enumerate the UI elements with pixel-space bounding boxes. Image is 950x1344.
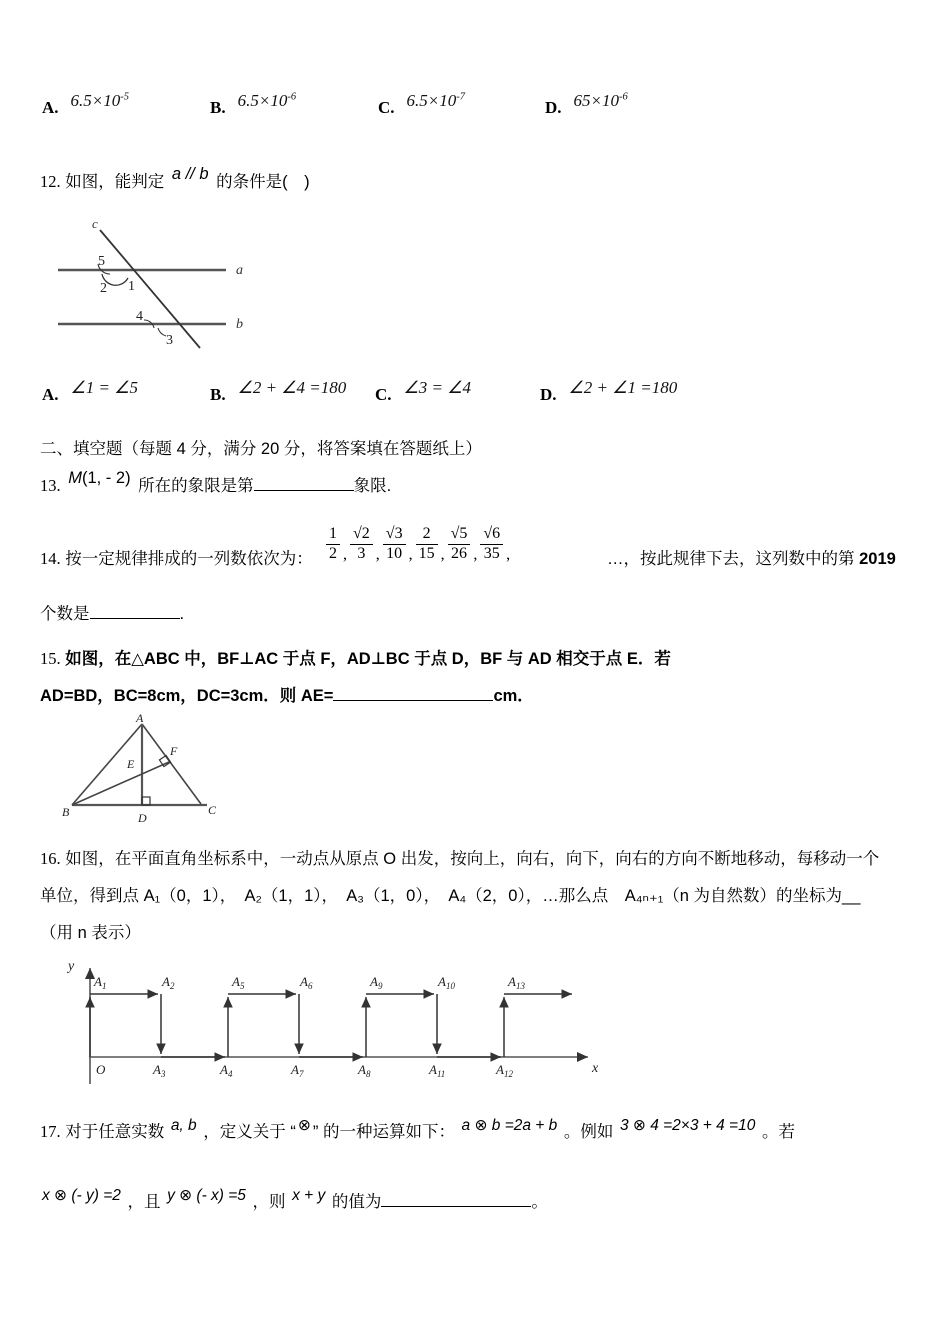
q16-staircase-diagram [40,952,610,1097]
question-13-text-tail: 象限. [353,477,392,495]
question-14-line2-tail: . [179,605,185,623]
q11-option-b-value: $6.5\times 10^{-6}$ [237,91,297,110]
question-17-text-5: 。若 [761,1123,795,1141]
q11-option-a[interactable] [42,91,130,118]
point-label-A2: $A_2$ [162,974,175,991]
q12-option-d[interactable] [540,378,678,405]
question-16-line3-text: （用 n 表示） [40,924,141,942]
question-14-line1 [40,545,340,574]
point-label-A10: $A_{10}$ [438,974,455,991]
question-17-example: 3 ⊗ 4 =2×3 + 4 =10 [619,1117,756,1134]
right-angle-D [142,797,150,805]
q12-parallel-lines-diagram [40,212,290,362]
angle-label-2: 2 [100,281,107,296]
angle-label-3: 3 [166,333,173,348]
label-c: c [92,216,98,231]
q11-option-a-letter: A. [42,98,59,117]
question-15-line1 [40,645,870,674]
question-13-text: 所在的象限是第 [138,477,254,495]
q11-option-d-value: $65\times 10^{-6}$ [573,91,628,110]
question-14-index: 2019 [859,550,896,568]
point-label-A12: $A_{12}$ [496,1062,513,1079]
question-15-line2 [40,682,870,711]
x-axis-label: x [592,1061,599,1076]
question-12-formula: a // b [171,165,209,183]
q15-triangle-diagram [62,712,312,832]
point-label-A5: $A_5$ [232,974,245,991]
question-15-line2-after: cm． [493,687,534,705]
label-C: C [208,803,217,817]
question-17-text-4: 。例如 [563,1123,614,1141]
question-16-line3 [40,919,440,948]
q12-option-b[interactable] [210,378,347,405]
q11-option-c[interactable] [378,91,466,118]
angle-label-5: 5 [98,254,105,269]
sequence-term-5: $\frac{√5}{26}$ [448,526,471,563]
question-17-line2 [40,1188,930,1217]
point-label-A13: $A_{13}$ [508,974,525,991]
question-13 [40,469,840,501]
y-axis-label: y [68,959,75,974]
question-17-text-9: 。 [531,1193,548,1211]
question-13-answer-blank[interactable] [254,475,354,492]
question-17-equation-1: x ⊗ (- y) =2 [42,1187,121,1204]
question-17-equation-2: y ⊗ (- x) =5 [167,1187,246,1204]
q12-option-d-letter: D. [540,385,557,404]
question-14-text-before: 按一定规律排成的一列数依次为： [65,550,313,568]
label-D: D [138,811,147,825]
q12-option-a-value: ∠1 = ∠5 [70,378,138,397]
angle-label-1: 1 [128,279,135,294]
point-label-A8: $A_8$ [358,1062,371,1079]
question-17-text-1: 对于任意实数 [65,1123,165,1141]
question-17-text-6: ，且 [127,1193,161,1211]
question-16-line2-text: 单位，得到点 A₁（0，1）， A₂（1，1）， A₃（1，0）， A₄（2，0），…那么点 A₄ₙ₊₁（n 为自然数）的坐标为__ [40,887,861,905]
question-15-line1-text: 如图，在△ABC 中，BF⊥AC 于点 F，AD⊥BC 于点 D，BF 与 AD 相交于点 E．若 [65,650,671,668]
question-14-text-after: 按此规律下去，这列数中的第 [640,550,855,568]
origin-label: O [96,1062,106,1077]
question-14-sequence: $\frac{1}{2}$ , $\frac{√2}{3}$ , $\frac{√3}{10}$ , $\frac{2}{15}$ , $\frac{√5}{26}$ , $\frac{√6}{35}$ , [325,528,512,565]
point-label-A4: $A_4$ [220,1062,233,1079]
q11-option-d-letter: D. [545,98,562,117]
question-13-number: 13. [40,476,61,495]
q12-option-c[interactable] [375,378,471,405]
question-14-answer-blank[interactable] [90,603,180,620]
question-15-answer-blank[interactable] [333,685,493,702]
q12-option-a-letter: A. [42,385,59,404]
question-16-line2 [40,882,920,911]
section-2-heading: 二、填空题（每题 4 分，满分 20 分，将答案填在答题纸上） [40,440,482,458]
question-13-point: M(1, - 2) [68,469,131,487]
point-label-A1: $A_1$ [94,974,107,991]
point-label-A6: $A_6$ [300,974,313,991]
q11-option-c-letter: C. [378,98,395,117]
q11-option-d[interactable] [545,91,628,118]
segment-BF [72,762,169,805]
question-15-line2-before: AD=BD，BC=8cm，DC=3cm．则 AE= [40,687,334,705]
question-17-number: 17. [40,1122,61,1141]
point-label-A9: $A_9$ [370,974,383,991]
label-A: A [136,712,144,725]
label-F: F [170,744,178,758]
question-14-number: 14. [40,549,61,568]
q11-option-c-value: $6.5\times 10^{-7}$ [406,91,466,110]
q12-option-b-value: ∠2 + ∠4 =180 [237,378,347,397]
question-17-text-7: ，则 [252,1193,286,1211]
question-16-number: 16. [40,849,61,868]
question-12-text-before: 如图，能判定 [65,173,165,191]
question-17-line1 [40,1118,930,1147]
question-17-expression: x + y [292,1187,326,1204]
q12-option-b-letter: B. [210,385,226,404]
q12-option-a[interactable] [42,378,138,405]
question-14-line2 [40,600,440,629]
question-17-definition: a ⊗ b =2a + b [461,1117,558,1134]
question-17-text-8: 的值为 [331,1193,382,1211]
question-17-operator-symbol: ⊗ [297,1117,311,1134]
sequence-term-3: $\frac{√3}{10}$ [383,526,406,563]
sequence-term-4: $\frac{2}{15}$ [416,526,438,563]
q12-option-c-value: ∠3 = ∠4 [403,378,471,397]
segment-AC [142,724,201,804]
angle-label-4: 4 [136,309,143,324]
question-17-vars: a, b [170,1117,197,1134]
q11-option-a-value: $6.5\times 10^{-5}$ [70,91,130,110]
line-c [100,230,200,348]
label-B: B [62,805,70,819]
label-b: b [236,317,243,332]
question-14-ellipsis: …， [607,550,640,568]
sequence-term-2: $\frac{√2}{3}$ [350,526,373,563]
question-12-number: 12. [40,172,61,191]
question-12-stem [40,165,740,197]
q12-option-d-value: ∠2 + ∠1 =180 [568,378,678,397]
sequence-term-6: $\frac{√6}{35}$ [480,526,503,563]
question-17-text-3: ” 的一种运算如下： [312,1123,455,1141]
question-12-text-after: 的条件是( ) [216,173,310,191]
q11-option-b[interactable] [210,91,297,118]
question-14-line2-text: 个数是 [40,605,90,623]
point-label-A11: $A_{11}$ [429,1062,446,1079]
label-a: a [236,263,243,278]
question-16-line1 [40,845,920,874]
q12-option-c-letter: C. [375,385,392,404]
question-17-answer-blank[interactable] [381,1191,531,1208]
question-15-number: 15. [40,649,61,668]
question-17-text-2: ，定义关于 “ [203,1123,296,1141]
point-label-A3: $A_3$ [153,1062,166,1079]
point-label-A7: $A_7$ [291,1062,304,1079]
sequence-term-1: $\frac{1}{2}$ [326,526,340,563]
label-E: E [127,757,135,771]
question-14-tail [607,545,947,574]
question-16-line1-text: 如图，在平面直角坐标系中，一动点从原点 O 出发，按向上，向右，向下，向右的方向不断地移动，每移动一个 [65,850,880,868]
q11-option-b-letter: B. [210,98,226,117]
angle-arc-3 [158,328,166,336]
